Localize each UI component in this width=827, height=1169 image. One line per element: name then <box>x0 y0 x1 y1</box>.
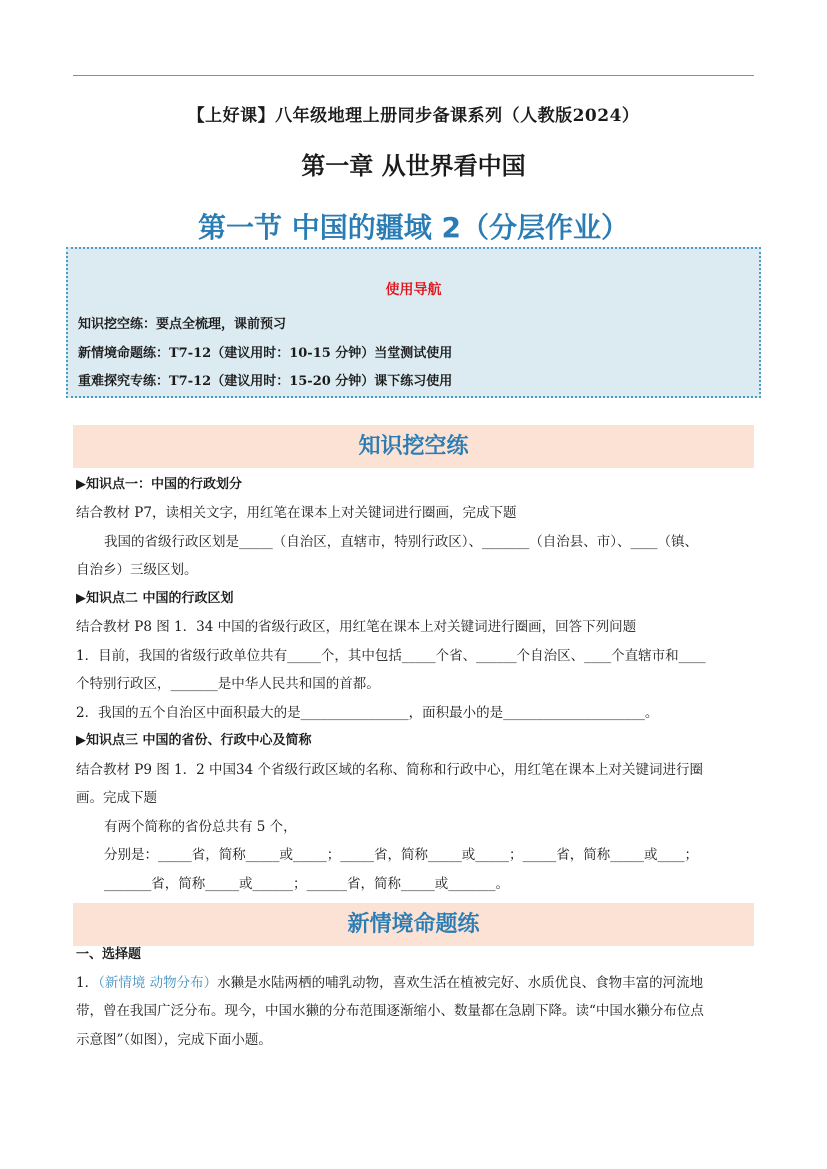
q1-context-tag: （新情境 动物分布） <box>98 975 218 991</box>
q1-line-3: 示意图”（如图），完成下面小题。 <box>76 1032 272 1048</box>
header-rule <box>73 75 754 76</box>
q1-line-1 <box>76 973 703 993</box>
kp3-title: ▶知识点三 中国的省份、行政中心及简称 <box>76 733 312 748</box>
kp3-instruction-line-2: 画。完成下题 <box>76 790 157 806</box>
kp1-question-line-2: 自治乡）三级区划。 <box>76 562 198 578</box>
kp2-instruction: 结合教材 P8 图 1．34 中国的省级行政区，用红笔在课本上对关键词进行圈画，回答下列问题 <box>76 619 637 635</box>
kp3-instruction-line-1: 结合教材 P9 图 1．2 中国34 个省级行政区域的名称、简称和行政中心，用红笔在课本上对关键词进行圈 <box>76 762 703 778</box>
kp1-question-line-1: 我国的省级行政区划是_____（自治区，直辖市，特别行政区）、_______（自治县、市）、____（镇、 <box>104 534 698 550</box>
kp1-title: ▶知识点一：中国的行政划分 <box>76 477 242 492</box>
guide-title: 使用导航 <box>385 282 442 298</box>
guide-line-2: 新情境命题练：T7-12（建议用时：10-15 分钟）当堂测试使用 <box>78 346 453 361</box>
kp2-question-1-line-1: 1．目前，我国的省级行政单位共有_____个，其中包括_____个省、______个自治区、____个直辖市和____ <box>76 648 706 664</box>
kp2-question-2: 2．我国的五个自治区中面积最大的是________________，面积最小的是_____________________。 <box>76 705 659 721</box>
banner-knowledge: 知识挖空练 <box>73 425 754 468</box>
kp2-question-1-line-2: 个特别行政区，_______是中华人民共和国的首都。 <box>76 676 380 692</box>
guide-line-1: 知识挖空练：要点全梳理，课前预习 <box>78 317 287 332</box>
q1-line-2: 带，曾在我国广泛分布。现今，中国水獭的分布范围逐渐缩小、数量都在急剧下降。读“中国水獭分布位点 <box>76 1003 704 1019</box>
choice-heading: 一、选择题 <box>76 947 142 962</box>
section-title: 第一节 中国的疆域 2（分层作业） <box>198 211 629 244</box>
kp2-title: ▶知识点二 中国的行政区划 <box>76 591 234 606</box>
kp3-question-line-1: 有两个简称的省份总共有 5 个， <box>104 819 297 835</box>
q1-number: 1． <box>76 975 99 991</box>
usage-guide-box <box>66 247 761 398</box>
chapter-title: 第一章 从世界看中国 <box>301 152 526 180</box>
banner-new-context: 新情境命题练 <box>73 903 754 946</box>
kp3-question-line-2: 分别是：_____省，简称_____或_____；_____省，简称_____或_____；_____省，简称_____或____； <box>104 847 698 863</box>
q1-line-1-text: 水獭是水陆两栖的哺乳动物，喜欢生活在植被完好、水质优良、食物丰富的河流地 <box>217 975 704 991</box>
kp1-instruction: 结合教材 P7，读相关文字，用红笔在课本上对关键词进行圈画，完成下题 <box>76 505 517 521</box>
guide-line-3: 重难探究专练：T7-12（建议用时：15-20 分钟）课下练习使用 <box>78 374 453 389</box>
kp3-question-line-3: _______省，简称_____或______；______省，简称_____或_______。 <box>104 876 509 892</box>
series-title: 【上好课】八年级地理上册同步备课系列（人教版2024） <box>187 106 640 126</box>
